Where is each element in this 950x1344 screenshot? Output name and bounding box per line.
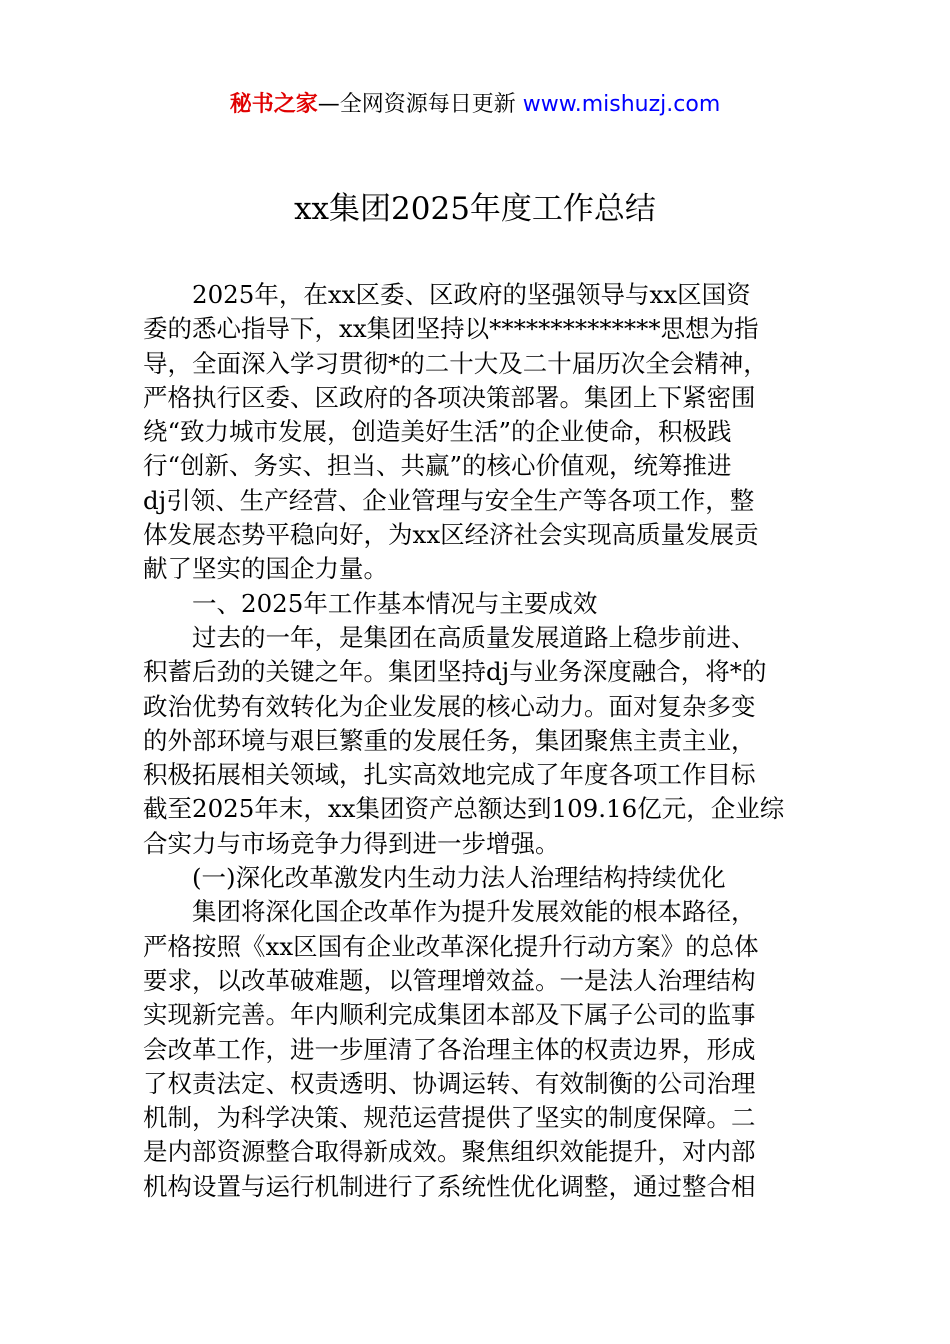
text-line: 机制，为科学决策、规范运营提供了坚实的制度保障。二 (143, 1103, 756, 1133)
text-line: 导，全面深入学习贯彻*的二十大及二十届历次全会精神， (143, 348, 768, 378)
text-line: 政治优势有效转化为企业发展的核心动力。面对复杂多变 (143, 691, 756, 721)
text-line: 过去的一年，是集团在高质量发展道路上稳步前进、 (192, 622, 756, 652)
text-line: 集团将深化国企改革作为提升发展效能的根本路径， (192, 897, 756, 927)
text-line: 积蓄后劲的关键之年。集团坚持dj与业务深度融合，将*的 (143, 657, 767, 687)
text-line: dj引领、生产经营、企业管理与安全生产等各项工作，整 (143, 485, 755, 515)
text-line: 截至2025年末，xx集团资产总额达到109.16亿元，企业综 (143, 794, 785, 824)
text-line: 的外部环境与艰巨繁重的发展任务，集团聚焦主责主业， (143, 725, 756, 755)
text-line: 机构设置与运行机制进行了系统性优化调整，通过整合相 (143, 1171, 756, 1201)
text-line: 要求，以改革破难题，以管理增效益。一是法人治理结构 (143, 965, 756, 995)
paragraph-reform (143, 895, 807, 1204)
brand-name: 秘书之家 (229, 92, 318, 117)
text-line: 行“创新、务实、担当、共赢”的核心价值观，统筹推进 (143, 451, 732, 481)
text-line: 实现新完善。年内顺利完成集团本部及下属子公司的监事 (143, 1000, 756, 1030)
paragraph-intro (143, 278, 807, 587)
subsection-heading-1: (一)深化改革激发内生动力法人治理结构持续优化 (192, 863, 726, 893)
text-line: 献了坚实的国企力量。 (143, 554, 388, 584)
site-header (0, 88, 950, 122)
section-heading-1: 一、2025年工作基本情况与主要成效 (192, 588, 598, 618)
text-line: 是内部资源整合取得新成效。聚焦组织效能提升，对内部 (143, 1137, 756, 1167)
text-line: 严格执行区委、区政府的各项决策部署。集团上下紧密围 (143, 382, 756, 412)
text-line: 2025年，在xx区委、区政府的坚强领导与xx区国资 (192, 280, 751, 309)
text-line: 合实力与市场竞争力得到进一步增强。 (143, 828, 560, 858)
site-url-link[interactable]: www.mishuzj.com (522, 92, 721, 117)
text-line: 了权责法定、权责透明、协调运转、有效制衡的公司治理 (143, 1068, 756, 1098)
text-line: 委的悉心指导下，xx集团坚持以**************思想为指 (143, 314, 759, 344)
header-tagline: —全网资源每日更新 (317, 92, 523, 117)
text-line: 严格按照《xx区国有企业改革深化提升行动方案》的总体 (143, 931, 759, 961)
text-line: 绕“致力城市发展，创造美好生活”的企业使命，积极践 (143, 417, 732, 447)
paragraph-overview (143, 621, 807, 861)
text-line: 积极拓展相关领域，扎实高效地完成了年度各项工作目标 (143, 760, 756, 790)
text-line: 体发展态势平稳向好，为xx区经济社会实现高质量发展贡 (143, 520, 759, 550)
document-title: xx集团2025年度工作总结 (294, 191, 656, 227)
text-line: 会改革工作，进一步厘清了各治理主体的权责边界，形成 (143, 1034, 756, 1064)
document-body (143, 278, 807, 1204)
